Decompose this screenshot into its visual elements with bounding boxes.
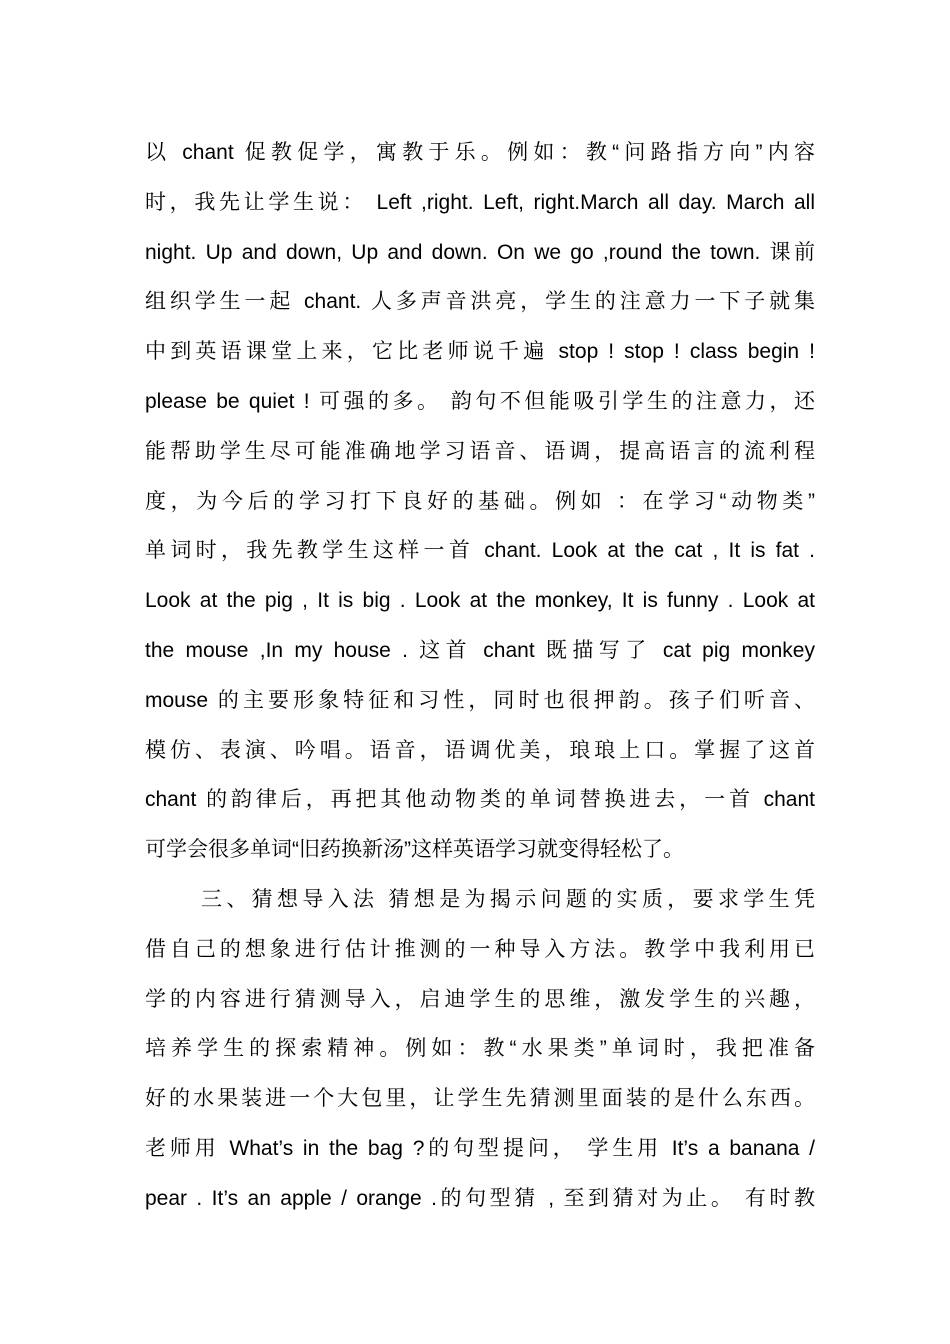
text-line: Look at the pig , It is big . Look at the monkey, It is funny . Look at [145, 589, 815, 613]
paragraph-end-line: 可学会很多单词“旧药换新汤”这样英语学习就变得轻松了。 [145, 838, 684, 862]
text-line: 时，我先让学生说： Left ,right. Left, right.March all day. March all [145, 190, 815, 214]
text-line: 学的内容进行猜测导入，启迪学生的思维，激发学生的兴趣， [145, 987, 815, 1011]
text-line: 培养学生的探索精神。例如：教“水果类”单词时，我把准备 [145, 1037, 815, 1061]
text-line: 以 chant 促教促学，寓教于乐。例如：教“问路指方向”内容 [145, 141, 815, 164]
text-line: the mouse ,In my house . 这首 chant 既描写了 cat pig monkey [145, 638, 815, 662]
text-line: mouse 的主要形象特征和习性，同时也很押韵。孩子们听音、 [145, 688, 815, 712]
text-line: please be quiet ! 可强的多。 韵句不但能吸引学生的注意力，还 [145, 389, 815, 413]
text-line: 度，为今后的学习打下良好的基础。例如 ：在学习“动物类” [145, 489, 815, 513]
text-line: night. Up and down, Up and down. On we go ,round the town. 课前 [145, 240, 815, 264]
text-line: 模仿、表演、吟唱。语音，语调优美，琅琅上口。掌握了这首 [145, 738, 815, 762]
text-line: pear . It’s an apple / orange .的句型猜 , 至到猜对为止。 有时教 [145, 1186, 815, 1210]
text-line: 能帮助学生尽可能准确地学习语音、语调，提高语言的流利程 [145, 439, 815, 463]
text-line: 组织学生一起 chant. 人多声音洪亮，学生的注意力一下子就集 [145, 290, 815, 314]
text-line: chant 的韵律后，再把其他动物类的单词替换进去，一首 chant [145, 788, 815, 812]
section-heading-line: 三、猜想导入法 猜想是为揭示问题的实质，要求学生凭 [201, 887, 815, 911]
text-line: 单词时，我先教学生这样一首 chant. Look at the cat , It is fat . [145, 539, 815, 563]
text-line: 借自己的想象进行估计推测的一种导入方法。教学中我利用已 [145, 937, 815, 961]
text-line: 中到英语课堂上来，它比老师说千遍 stop ! stop ! class begin ! [145, 340, 815, 364]
body-text [145, 128, 815, 1224]
text-line: 好的水果装进一个大包里，让学生先猜测里面装的是什么东西。 [145, 1087, 815, 1111]
text-line: 老师用 What’s in the bag ?的句型提问， 学生用 It’s a banana / [145, 1136, 815, 1160]
